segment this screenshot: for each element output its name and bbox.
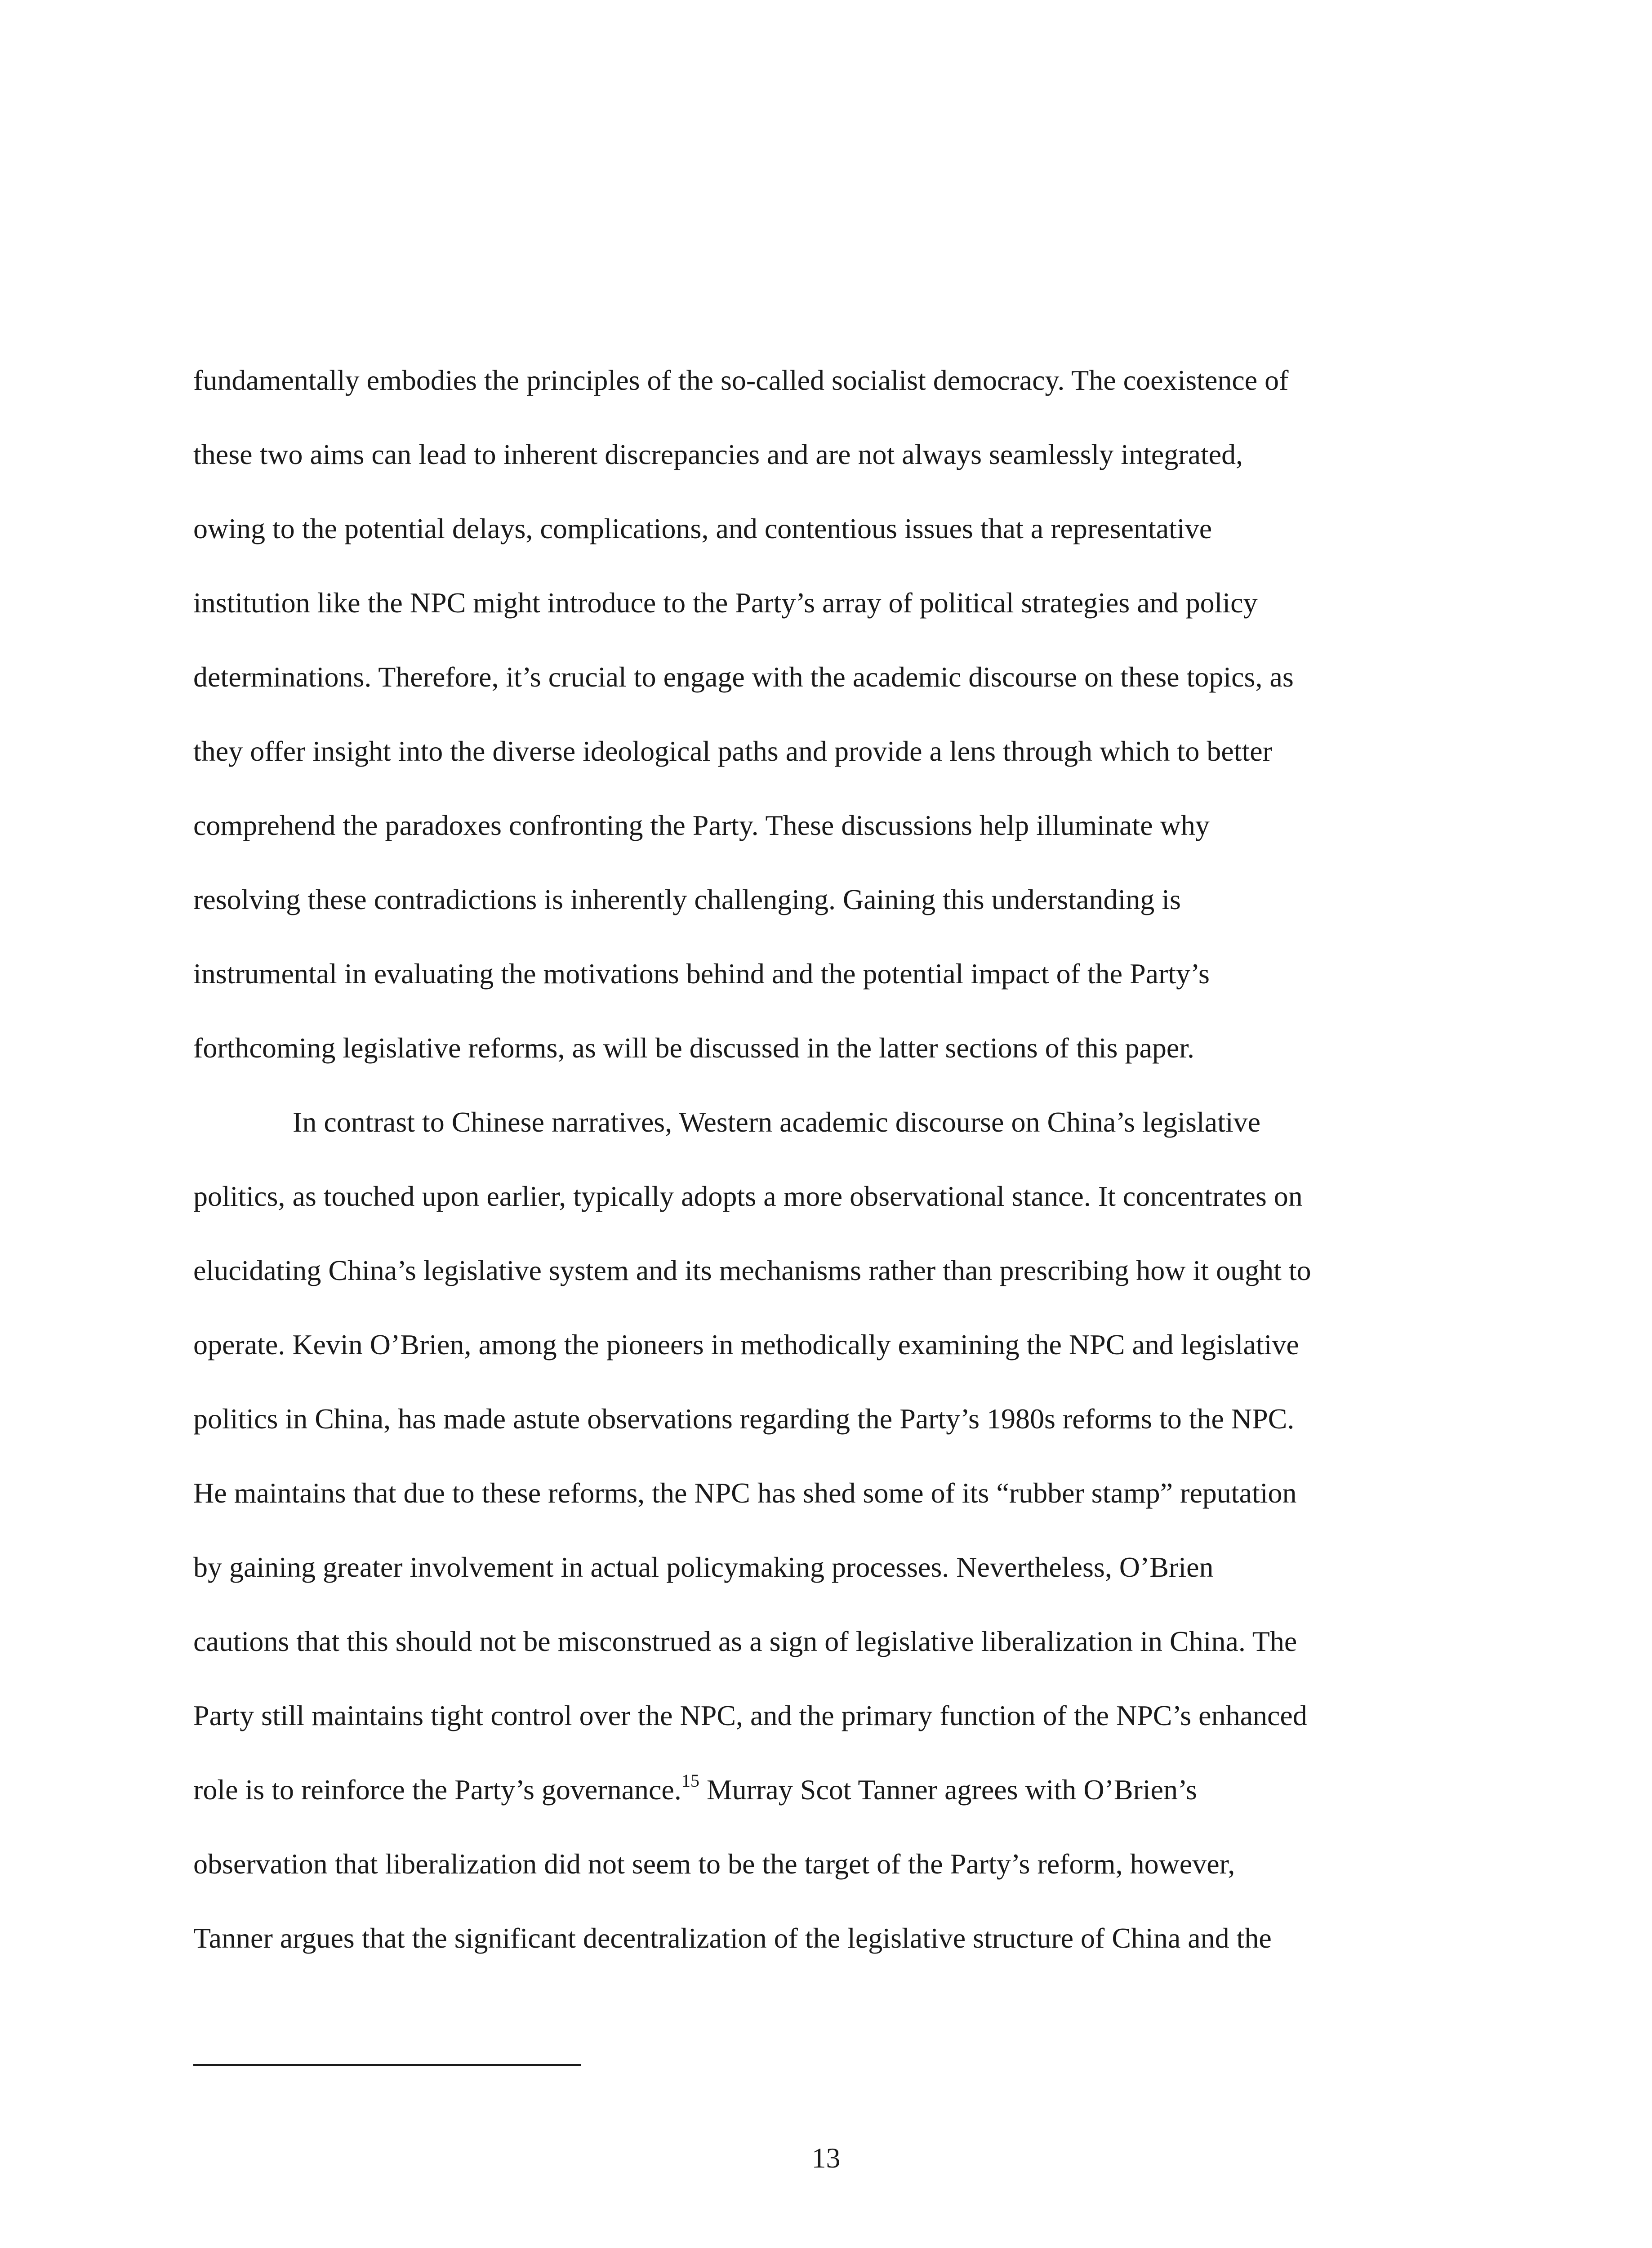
text-line: operate. Kevin O’Brien, among the pioneers in methodically examining the NPC and legislative	[193, 1329, 1299, 1360]
text-line: institution like the NPC might introduce to the Party’s array of political strategies and policy	[193, 587, 1258, 619]
text-line: cautions that this should not be misconstrued as a sign of legislative liberalization in China. The	[193, 1625, 1297, 1657]
text-line: they offer insight into the diverse ideological paths and provide a lens through which to better	[193, 735, 1272, 767]
text-line: Party still maintains tight control over the NPC, and the primary function of the NPC’s enhanced	[193, 1699, 1307, 1731]
text-line: by gaining greater involvement in actual policymaking processes. Nevertheless, O’Brien	[193, 1551, 1214, 1583]
text-line: elucidating China’s legislative system and its mechanisms rather than prescribing how it ought to	[193, 1254, 1311, 1286]
text-line: He maintains that due to these reforms, the NPC has shed some of its “rubber stamp” reputation	[193, 1477, 1297, 1509]
text-line: these two aims can lead to inherent discrepancies and are not always seamlessly integrated,	[193, 438, 1243, 470]
text-line: politics in China, has made astute observations regarding the Party’s 1980s reforms to the NPC.	[193, 1403, 1295, 1435]
text-line: observation that liberalization did not seem to be the target of the Party’s reform, however,	[193, 1848, 1235, 1880]
text-line: resolving these contradictions is inherently challenging. Gaining this understanding is	[193, 883, 1181, 915]
text-line: comprehend the paradoxes confronting the Party. These discussions help illuminate why	[193, 809, 1210, 841]
text-line: instrumental in evaluating the motivations behind and the potential impact of the Party’s	[193, 958, 1210, 990]
footnote-separator	[193, 2064, 581, 2066]
text-line: forthcoming legislative reforms, as will be discussed in the latter sections of this paper.	[193, 1032, 1195, 1064]
text-line-end: Murray Scot Tanner agrees with O’Brien’s	[699, 1774, 1197, 1806]
text-line: determinations. Therefore, it’s crucial to engage with the academic discourse on these topics, as	[193, 661, 1294, 693]
text-line: fundamentally embodies the principles of the so-called socialist democracy. The coexistence of	[193, 364, 1289, 396]
text-line: Tanner argues that the significant decentralization of the legislative structure of China and the	[193, 1922, 1272, 1954]
text-line: politics, as touched upon earlier, typically adopts a more observational stance. It concentrates on	[193, 1180, 1303, 1212]
page-number: 13	[811, 2142, 841, 2174]
paragraph-first-line: In contrast to Chinese narratives, Western academic discourse on China’s legislative	[293, 1106, 1261, 1138]
footnote-reference[interactable]: 15	[681, 1770, 699, 1791]
text-line-start: role is to reinforce the Party’s governance.	[193, 1774, 681, 1806]
text-line: owing to the potential delays, complications, and contentious issues that a representative	[193, 513, 1212, 544]
text-line	[193, 1772, 1197, 1808]
